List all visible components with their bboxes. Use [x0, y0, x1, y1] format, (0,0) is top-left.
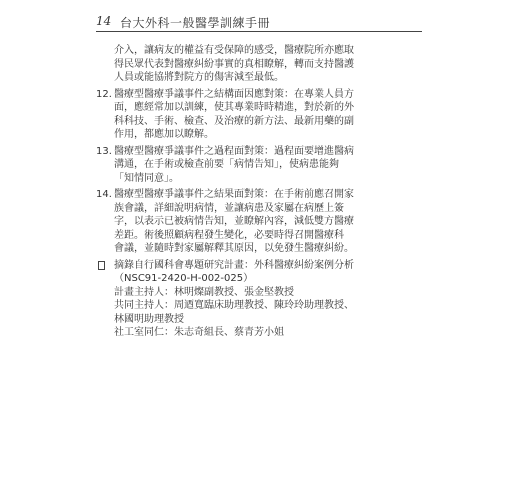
item-number: 13.: [96, 145, 112, 157]
text-line: 醫療型醫療爭議事件之結構面因應對策：在專業人員方: [114, 88, 354, 100]
text-line: 科科技、手術、檢查、及治療的新方法、最新用藥的副: [114, 115, 354, 127]
text-line: 醫療型醫療爭議事件之結果面對策：在手術前應召開家: [114, 189, 354, 200]
book-title: 台大外科一般醫學訓練手冊: [120, 16, 271, 30]
page-header: [96, 12, 422, 34]
source-note: [96, 259, 426, 340]
text-line: 會議，並隨時對家屬解釋其原因，以免發生醫療糾紛。: [114, 243, 354, 254]
text-line: 溝通，在手術或檢查前要「病情告知」，使病患能夠: [114, 159, 339, 170]
text-line: 林國明助理教授: [114, 313, 184, 325]
text-line: 計畫主持人：林明燦副教授、張金堅教授: [114, 286, 294, 298]
text-line: 字，以表示已被病情告知，並瞭解內容，減低雙方醫療: [114, 216, 354, 227]
list-item-12: [96, 88, 426, 142]
list-item-13: [96, 145, 426, 186]
text-line: 差距。術後照顧病程發生變化，必要時得召開醫療科: [114, 229, 344, 241]
text-line: 社工室同仁：朱志奇組長、蔡青芳小姐: [114, 327, 284, 338]
text-line: 醫療型醫療爭議事件之過程面對策：過程面要增進醫病: [114, 145, 354, 157]
continued-paragraph: [96, 44, 426, 85]
text-line: 摘錄自行國科會專題研究計畫：外科醫療糾紛案例分析: [114, 259, 354, 271]
text-line: 人員或能協將對院方的傷害減至最低。: [114, 72, 284, 83]
text-line: 「知情同意」。: [114, 172, 179, 184]
text-line: 面，應經常加以訓練，使其專業時時精進，對於新的外: [114, 102, 354, 113]
note-marker-icon: [98, 261, 105, 270]
page-number: 14: [96, 14, 112, 28]
header-rule: [96, 31, 422, 32]
text-line: 共同主持人：周迺寬臨床助理教授、陳玲玲助理教授、: [114, 300, 354, 311]
text-line: （NSC91-2420-H-002-025）: [114, 273, 254, 284]
text-line: 作用，都應加以瞭解。: [114, 129, 214, 140]
text-line: 族會議，詳細說明病情，並讓病患及家屬在病歷上簽: [114, 202, 344, 214]
page-body: [96, 44, 426, 340]
text-line: 介入，讓病友的權益有受保障的感受，醫療院所亦應取: [114, 45, 354, 56]
list-item-14: [96, 188, 426, 256]
text-line: 得民眾代表對醫療糾紛事實的真相瞭解，轉而支持醫護: [114, 58, 354, 70]
item-number: 14.: [96, 189, 112, 200]
item-number: 12.: [96, 88, 112, 100]
